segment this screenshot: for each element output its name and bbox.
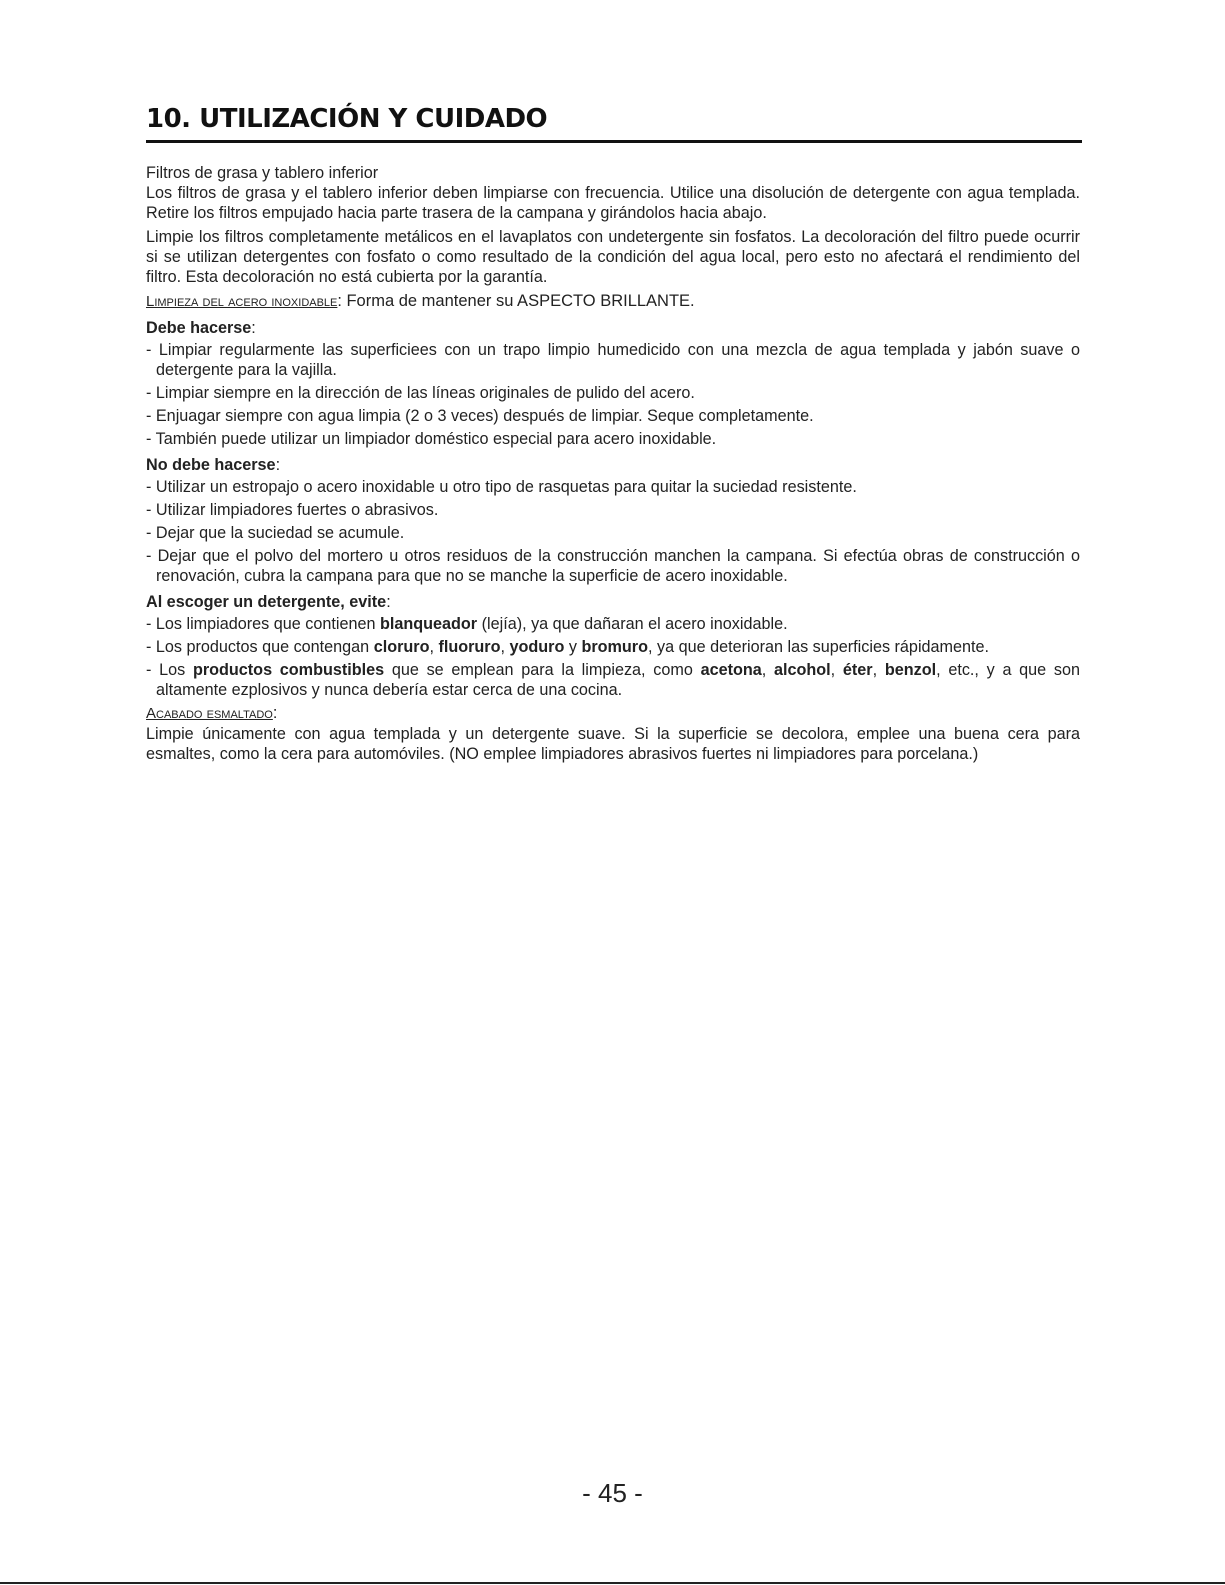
text-run: , ya que deterioran las superficies rápidamente. [648, 638, 990, 656]
dont-heading-line [146, 455, 1080, 475]
list-item [146, 614, 1080, 634]
do-heading-line [146, 318, 1080, 338]
filters-subtitle: Filtros de grasa y tablero inferior [146, 164, 379, 182]
dont-list [146, 477, 1080, 586]
list-item: - Dejar que la suciedad se acumule. [146, 524, 405, 542]
avoid-colon: : [386, 593, 391, 611]
text-run: - Los productos que contengan [146, 638, 374, 656]
filters-paragraph-1: Los filtros de grasa y el tablero inferior deben limpiarse con frecuencia. Utilice una disolución de detergente con agua templada. Retire los filtros empujado hacia parte trasera de la campana y girándolos hacia abajo. [146, 184, 1080, 222]
section-title: 10. UTILIZACIÓN Y CUIDADO [146, 104, 548, 134]
text-run: , [500, 638, 510, 656]
bold-term: alcohol [774, 661, 831, 679]
text-run: - Los [146, 661, 193, 679]
list-item: - Dejar que el polvo del mortero u otros residuos de la construcción manchen la campana. Si efectúa obras de construcción o renovación, cubra la campana para que no se manche la superficie de acero inoxidable. [146, 547, 1080, 585]
text-run: , [761, 661, 774, 679]
steel-colon: : [337, 292, 342, 310]
bold-term: productos combustibles [192, 661, 385, 679]
steel-section [146, 291, 1080, 312]
text-run: que se emplean para la limpieza, como [384, 661, 701, 679]
title-underline [146, 140, 1082, 143]
do-colon: : [251, 319, 256, 337]
list-item: - Enjuagar siempre con agua limpia (2 o 3 veces) después de limpiar. Seque completamente. [146, 407, 814, 425]
text-run: , [429, 638, 439, 656]
text-run: y [564, 638, 582, 656]
list-item: - Limpiar regularmente las superficiees con un trapo limpio humedicido con una mezcla de agua templada y jabón suave o detergente para la vajilla. [146, 341, 1080, 379]
list-item: - Utilizar un estropajo o acero inoxidable u otro tipo de rasquetas para quitar la suciedad resistente. [146, 478, 857, 496]
list-item [146, 637, 1080, 657]
bottom-border [0, 1582, 1225, 1584]
dont-heading: No debe hacerse [146, 456, 276, 474]
text-run: - Los limpiadores que contienen [146, 615, 380, 633]
bold-term: blanqueador [379, 615, 478, 633]
avoid-heading-line [146, 592, 1080, 612]
filters-paragraph-2: Limpie los filtros completamente metálicos en el lavaplatos con undetergente sin fosfatos. La decoloración del filtro puede ocurrir si se utilizan detergentes con fosfato o como resultado de la condición del agua local, pero esto no afectará el rendimiento del filtro. Esta decoloración no está cubierta por la garantía. [146, 228, 1080, 286]
text-run: (lejía), ya que dañaran el acero inoxidable. [477, 615, 788, 633]
text-run: , [872, 661, 885, 679]
do-heading: Debe hacerse [146, 319, 252, 337]
enamel-colon: : [272, 704, 278, 722]
text-run: , etc., y a que son altamente ezplosivos y nunca debería estar cerca de una cocina. [156, 661, 1081, 699]
avoid-list [146, 614, 1080, 700]
do-list [146, 340, 1080, 449]
bold-term: benzol [884, 661, 937, 679]
steel-heading: Limpieza del acero inoxidable [146, 293, 338, 310]
text-run: , [830, 661, 843, 679]
page-number: - 45 - [582, 1478, 643, 1508]
list-item: - Limpiar siempre en la dirección de las líneas originales de pulido del acero. [146, 384, 695, 402]
bold-term: fluoruro [438, 638, 501, 656]
dont-colon: : [275, 456, 281, 474]
bold-term: yoduro [509, 638, 565, 656]
list-item [146, 660, 1080, 700]
list-item: - Utilizar limpiadores fuertes o abrasivos. [146, 501, 439, 519]
avoid-heading: Al escoger un detergente, evite [146, 593, 387, 611]
content-body [146, 163, 1080, 768]
steel-lead: Forma de mantener su ASPECTO BRILLANTE. [341, 292, 695, 310]
bold-term: bromuro [581, 638, 648, 656]
list-item: - También puede utilizar un limpiador doméstico especial para acero inoxidable. [146, 430, 717, 448]
bold-term: éter [842, 661, 873, 679]
bold-term: acetona [700, 661, 762, 679]
enamel-heading: Acabado esmaltado [146, 705, 273, 722]
enamel-heading-line [146, 703, 1080, 724]
enamel-paragraph: Limpie únicamente con agua templada y un detergente suave. Si la superficie se decolora, emplee una buena cera para esmaltes, como la cera para automóviles. (NO emplee limpiadores abrasivos fuertes ni limpiadores para porcelana.) [146, 725, 1080, 763]
bold-term: cloruro [373, 638, 430, 656]
